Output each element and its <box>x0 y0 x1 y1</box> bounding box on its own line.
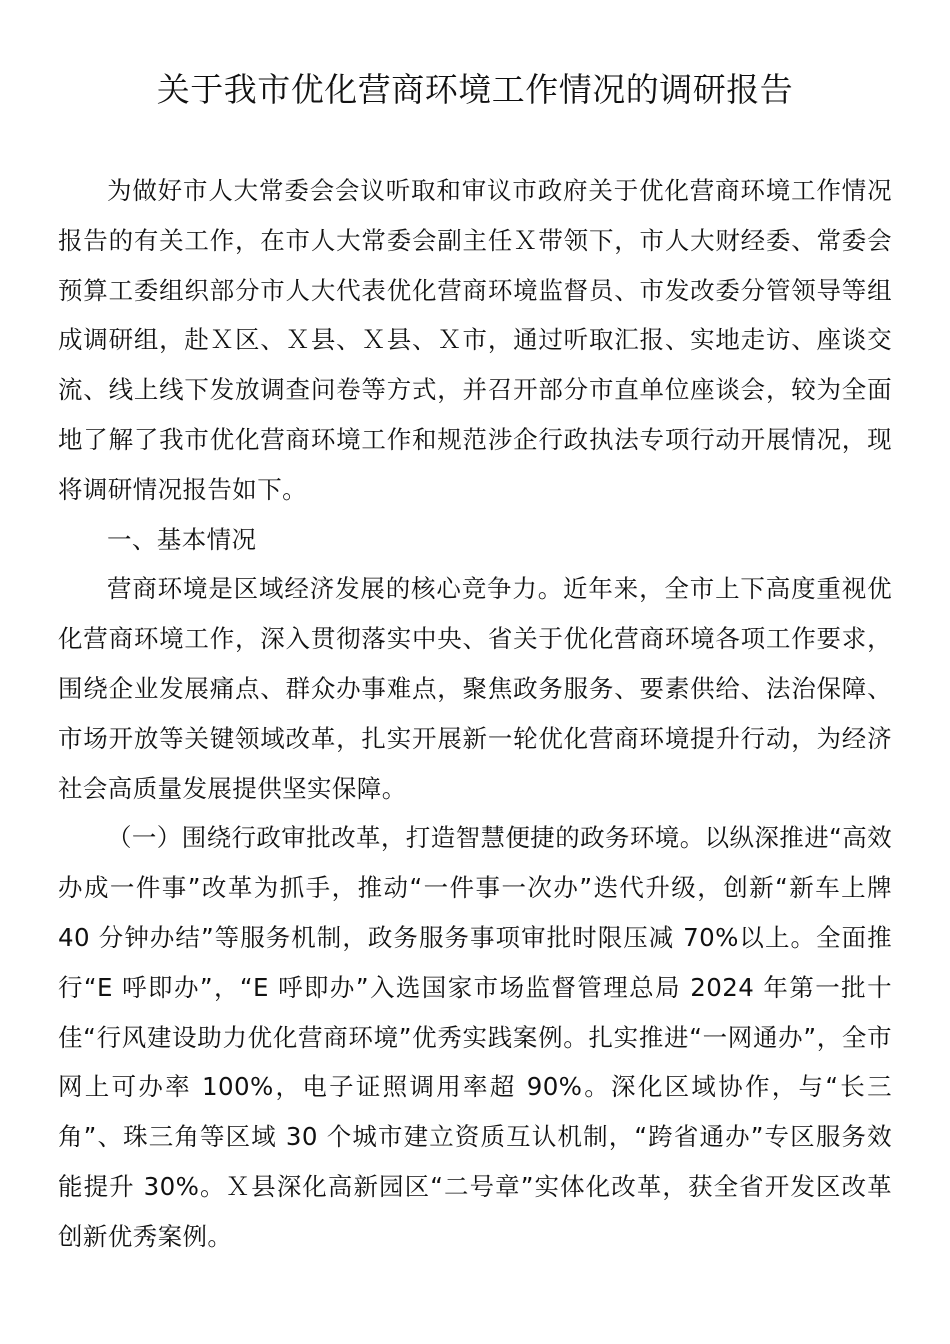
intro-paragraph: 为做好市人大常委会会议听取和审议市政府关于优化营商环境工作情况报告的有关工作，在市人大常委会副主任Ｘ带领下，市人大财经委、常委会预算工委组织部分市人大代表优化营商环境监督员、市发改委分管领导等组成调研组，赴Ｘ区、Ｘ县、Ｘ县、Ｘ市，通过听取汇报、实地走访、座谈交流、线上线下发放调查问卷等方式，并召开部分市直单位座谈会，较为全面地了解了我市优化营商环境工作和规范涉企行政执法专项行动开展情况，现将调研情况报告如下。 <box>58 176 892 504</box>
document-title: 关于我市优化营商环境工作情况的调研报告 <box>156 70 794 109</box>
section-heading-basic-situation: 一、基本情况 <box>107 524 257 554</box>
basic-situation-paragraph: 营商环境是区域经济发展的核心竞争力。近年来，全市上下高度重视优化营商环境工作，深入贯彻落实中央、省关于优化营商环境各项工作要求，围绕企业发展痛点、群众办事难点，聚焦政务服务、要素供给、法治保障、市场开放等关键领域改革，扎实开展新一轮优化营商环境提升行动，为经济社会高质量发展提供坚实保障。 <box>58 574 892 803</box>
administrative-approval-paragraph: （一）围绕行政审批改革，打造智慧便捷的政务环境。以纵深推进“高效办成一件事”改革为抓手，推动“一件事一次办”迭代升级，创新“新车上牌 40 分钟办结”等服务机制，政务服务事项审批时限压减 70%以上。全面推行“E 呼即办”，“E 呼即办”入选国家市场监督管理总局 2024 年第一批十佳“行风建设助力优化营商环境”优秀实践案例。扎实推进“一网通办”，全市网上可办率 100%，电子证照调用率超 90%。深化区域协作，与“长三角”、珠三角等区域 30 个城市建立资质互认机制，“跨省通办”专区服务效能提升 30%。Ｘ县深化高新园区“二号章”实体化改革，获全省开发区改革创新优秀案例。 <box>58 823 892 1251</box>
document-body <box>58 166 892 1262</box>
